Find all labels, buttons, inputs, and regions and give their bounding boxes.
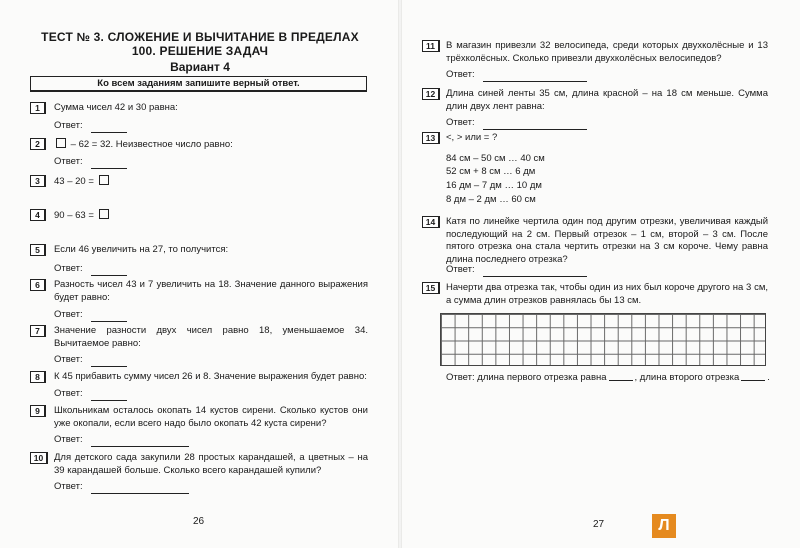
answer-row	[54, 354, 127, 367]
task-15-answer	[446, 372, 776, 384]
answer-line[interactable]	[91, 357, 127, 367]
task-text: 43 – 20 =	[54, 176, 94, 187]
answer-blank-first[interactable]	[609, 372, 633, 381]
answer-row	[54, 120, 127, 133]
answer-label: Ответ:	[54, 263, 83, 274]
answer-row	[54, 434, 189, 447]
task-14	[422, 216, 768, 276]
task-7	[30, 325, 368, 369]
task-1	[30, 102, 368, 132]
task-number: 15	[422, 282, 440, 294]
task-number: 4	[30, 209, 46, 221]
comparison-1: 84 см – 50 см … 40 см	[446, 153, 545, 164]
task-text: К 45 прибавить сумму чисел 26 и 8. Значение выражения будет равно:	[54, 371, 367, 382]
answer-blank-second[interactable]	[741, 372, 765, 381]
answer-line[interactable]	[91, 391, 127, 401]
task-15	[422, 282, 768, 312]
answer-label: Ответ:	[54, 388, 83, 399]
answer-line[interactable]	[91, 312, 127, 322]
task-text-row	[54, 138, 368, 152]
task-6	[30, 279, 368, 323]
task-text: Школьникам осталось окопать 14 кустов сирени. Сколько кустов они уже окопали, если всего надо было окопать 42 куста сирени?	[54, 405, 368, 429]
task-text: Значение разности двух чисел равно 18, уменьшаемое 34. Вычитаемое равно:	[54, 325, 368, 349]
answer-row	[446, 117, 587, 130]
unknown-number-box[interactable]	[56, 138, 66, 148]
task-number: 10	[30, 452, 48, 464]
task-5	[30, 244, 368, 274]
answer-row	[54, 156, 127, 169]
answer-row	[446, 264, 587, 277]
task-text: Катя по линейке чертила один под другим отрезки, увеличивая каждый последующий на 2 см. Первый отрезок – 1 см, второй – 3 см. После пятого отрезка она стала чертить отрезки на 3 см короче. Чему равна длина последнего отрезка?	[446, 216, 768, 265]
answer-box[interactable]	[99, 209, 109, 219]
answer-line[interactable]	[483, 267, 587, 277]
answer-label: Ответ:	[54, 434, 83, 445]
task-text: 90 – 63 =	[54, 210, 94, 221]
task-12	[422, 88, 768, 132]
task-8	[30, 371, 368, 401]
task-number: 14	[422, 216, 440, 228]
answer-row	[54, 309, 127, 322]
task-13	[422, 132, 768, 208]
answer-label: Ответ:	[446, 69, 475, 80]
task-10	[30, 452, 368, 494]
answer-label: Ответ:	[446, 117, 475, 128]
answer-line[interactable]	[91, 159, 127, 169]
answer-row	[54, 388, 127, 401]
answer-label: Ответ:	[54, 481, 83, 492]
task-text: В магазин привезли 32 велосипеда, среди которых двухколёсные и 13 трёхколёсных. Сколько привезли двухколёсных велосипедов?	[446, 40, 768, 64]
task-number: 1	[30, 102, 46, 114]
answer-line[interactable]	[91, 266, 127, 276]
task-text-row	[54, 175, 368, 189]
answer-row	[446, 69, 587, 82]
answer-label: Ответ:	[54, 156, 83, 167]
task-number: 12	[422, 88, 440, 100]
task-text: Если 46 увеличить на 27, то получится:	[54, 244, 229, 255]
answer-line[interactable]	[91, 123, 127, 133]
task-number: 7	[30, 325, 46, 337]
answer-row	[54, 481, 189, 494]
answer-line[interactable]	[91, 437, 189, 447]
task-2	[30, 138, 368, 168]
task-text: Разность чисел 43 и 7 увеличить на 18. Значение данного выражения будет равно:	[54, 279, 368, 303]
task-number: 3	[30, 175, 46, 187]
task-3	[30, 175, 368, 189]
answer-row	[54, 263, 127, 276]
task-number: 8	[30, 371, 46, 383]
page-number-right: 27	[593, 519, 605, 530]
task-text: <, > или = ?	[446, 132, 498, 143]
task-9	[30, 405, 368, 445]
answer-label-first: Ответ: длина первого отрезка равна	[446, 372, 607, 383]
task-text: – 62 = 32. Неизвестное число равно:	[70, 139, 233, 150]
answer-line[interactable]	[483, 120, 587, 130]
test-title: ТЕСТ № 3. СЛОЖЕНИЕ И ВЫЧИТАНИЕ В ПРЕДЕЛАХ 100. РЕШЕНИЕ ЗАДАЧ	[41, 30, 359, 58]
task-number: 11	[422, 40, 440, 52]
drawing-grid[interactable]	[440, 313, 766, 366]
task-text: Начерти два отрезка так, чтобы один из них был короче другого на 3 см, а сумма длин отрезков равнялась бы 13 см.	[446, 282, 768, 306]
answer-line[interactable]	[483, 72, 587, 82]
task-text: Сумма чисел 42 и 30 равна:	[54, 102, 178, 113]
task-number: 6	[30, 279, 46, 291]
answer-label-second: , длина второго отрезка	[634, 372, 740, 383]
task-11	[422, 40, 768, 84]
answer-label: Ответ:	[54, 309, 83, 320]
task-text: Для детского сада закупили 28 простых карандашей, а цветных – на 39 карандашей больше. Сколько всего карандашей купили?	[54, 452, 368, 476]
task-4	[30, 209, 368, 223]
answer-label: Ответ:	[446, 264, 475, 275]
comparison-4: 8 дм – 2 дм … 60 см	[446, 194, 536, 205]
task-number: 2	[30, 138, 46, 150]
variant-label: Вариант 4	[170, 60, 230, 74]
answer-label: Ответ:	[54, 120, 83, 131]
publisher-logo: Л	[652, 514, 676, 538]
comparison-3: 16 дм – 7 дм … 10 дм	[446, 180, 542, 191]
answer-end: .	[767, 372, 770, 383]
task-number: 9	[30, 405, 46, 417]
task-number: 5	[30, 244, 46, 256]
page-number-left: 26	[193, 516, 205, 527]
instruction-box: Ко всем заданиям запишите верный ответ.	[30, 76, 367, 92]
comparison-2: 52 см + 8 см … 6 дм	[446, 166, 536, 177]
task-text-row	[54, 209, 368, 223]
answer-label: Ответ:	[54, 354, 83, 365]
task-text: Длина синей ленты 35 см, длина красной – на 18 см меньше. Сумма длин двух лент равна:	[446, 88, 768, 112]
answer-line[interactable]	[91, 484, 189, 494]
task-number: 13	[422, 132, 440, 144]
answer-box[interactable]	[99, 175, 109, 185]
